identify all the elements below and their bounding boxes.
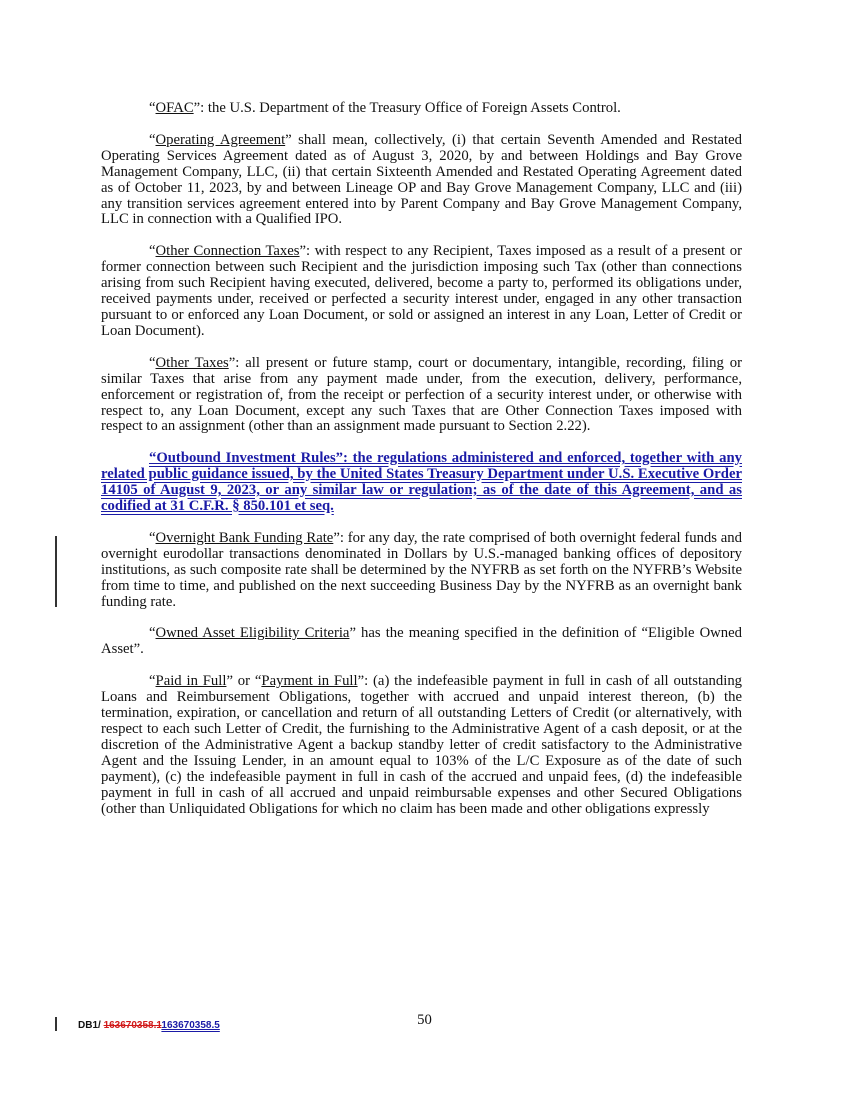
page-number: 50 — [417, 1012, 432, 1028]
docid-inserted: 163670358.5 — [161, 1020, 220, 1031]
document-body — [101, 101, 742, 833]
defined-term: OFAC — [155, 100, 194, 116]
definition-other-connection-taxes: “Other Connection Taxes”: with respect to any Recipient, Taxes imposed as a result of a present or former connection between such Recipient and the jurisdiction imposing such Tax (other than connections arising from such Recipient having executed, delivered, become a party to, performed its obligations under, received payments under, received or perfected a security interest under, engaged in any other transaction pursuant to or enforced any Loan Document, or sold or assigned an interest in any Loan, Letter of Credit or Loan Document). — [101, 243, 742, 339]
docid-deleted: 163670358.1 — [103, 1020, 162, 1031]
definition-ofac: “OFAC”: the U.S. Department of the Treasury Office of Foreign Assets Control. — [149, 100, 621, 116]
defined-term: Operating Agreement — [155, 131, 286, 148]
document-id — [78, 1020, 220, 1031]
defined-term: Paid in Full — [155, 673, 227, 690]
defined-term: Payment in Full — [261, 673, 358, 690]
definition-paid-in-full: “Paid in Full” or “Payment in Full”: (a) the indefeasible payment in full in cash of all outstanding Loans and Reimbursement Obligations, together with accrued and unpaid interest thereon, (b) the termination, expiration, or cancellation and return of all outstanding Letters of Credit (or alternatively, with respect to each such Letter of Credit, the furnishing to the Administrative Agent of a cash deposit, or at the discretion of the Administrative Agent a backup standby letter of credit satisfactory to the Administrative Agent and the Issuing Lender, in an amount equal to 103% of the L/C Exposure as of the date of such payment), (c) the indefeasible payment in full in cash of the accrued and unpaid fees, (d) the indefeasible payment in full in cash of all accrued and unpaid reimbursable expenses and other Secured Obligations (other than Unliquidated Obligations for which no claim has been made and other obligations expressly — [101, 673, 743, 817]
inserted-text: “Outbound Investment Rules”: the regulations administered and enforced, together with any related public guidance issued, by the United States Treasury Department under U.S. Executive Order 14105 of August 9, 2023, or any similar law or regulation; as of the date of this Agreement, and as codified at 31 C.F.R. § 850.101 et seq. — [101, 450, 742, 515]
definition-owned-asset-eligibility-criteria: “Owned Asset Eligibility Criteria” has the meaning specified in the definition of “Eligible Owned Asset”. — [101, 625, 742, 658]
defined-term: Overnight Bank Funding Rate — [155, 529, 334, 546]
definition-operating-agreement: “Operating Agreement” shall mean, collectively, (i) that certain Seventh Amended and Restated Operating Services Agreement dated as of August 3, 2020, by and between Holdings and Bay Grove Management Company, LLC, (ii) that certain Sixteenth Amended and Restated Operating Agreement dated as of October 11, 2023, by and between Lineage OP and Bay Grove Management Company, LLC and (iii) any transition services agreement entered into by Parent Company and Bay Grove Management Company, LLC in connection with a Qualified IPO. — [101, 131, 742, 228]
footer-change-bar — [55, 1017, 57, 1031]
defined-term: Other Connection Taxes — [155, 243, 300, 260]
definition-other-taxes: “Other Taxes”: all present or future stamp, court or documentary, intangible, recording, filing or similar Taxes that arise from any payment made under, from the execution, delivery, performance, enforcement or registration of, from the receipt or perfection of a security interest under, or otherwise with respect to, any Loan Document, except any such Taxes that are Other Connection Taxes imposed with respect to an assignment (other than an assignment made pursuant to Section 2.22). — [101, 354, 743, 435]
defined-term: Owned Asset Eligibility Criteria — [155, 625, 350, 642]
inserted-definition-outbound-investment-rules — [101, 451, 742, 515]
docid-prefix: DB1/ — [78, 1020, 104, 1031]
definition-overnight-bank-funding-rate: “Overnight Bank Funding Rate”: for any day, the rate comprised of both overnight federal funds and overnight eurodollar transactions denominated in Dollars by U.S.-managed banking offices of depository institutions, as such composite rate shall be determined by the NYFRB as set forth on the NYFRB’s Website from time to time, and published on the next succeeding Business Day by the NYFRB as an overnight bank funding rate. — [101, 529, 742, 610]
change-bar — [55, 536, 57, 607]
defined-term: Other Taxes — [155, 354, 229, 371]
